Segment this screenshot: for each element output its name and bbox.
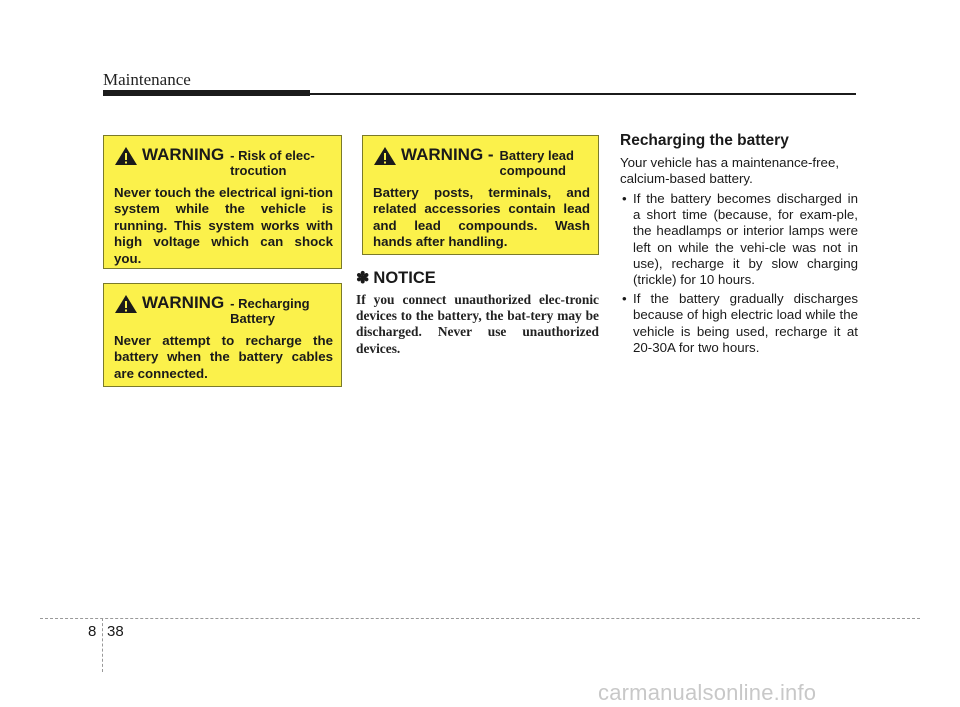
bullet-text: If the battery gradually discharges because of high electric load while the vehicle is being used, recharge it at 20-30A for two hours. [633, 291, 858, 355]
warning-header [114, 146, 333, 178]
list-item [620, 291, 858, 356]
recharging-bullets [620, 191, 858, 359]
bullet-icon: • [622, 191, 627, 206]
section-title: Maintenance [103, 70, 191, 89]
bullet-text: If the battery becomes discharged in a short time (because, for exam-ple, the headlamps or interior lamps were left on while the vehi-cle was not in use), recharge it by slow charging (trickle) for 10 hours. [633, 191, 858, 288]
warning-body: Never attempt to recharge the battery when the battery cables are connected. [114, 333, 333, 381]
notice-body: If you connect unauthorized elec-tronic devices to the battery, the bat-tery may be discharged. Never use unauthorized devices. [356, 292, 599, 356]
watermark-text: carmanualsonline.info [598, 680, 817, 705]
page-number: 38 [107, 623, 124, 640]
warning-box-electrocution [103, 135, 342, 269]
list-item [620, 191, 858, 288]
bullet-icon: • [622, 291, 627, 307]
notice-title: NOTICE [373, 268, 436, 287]
chapter-number: 8 [88, 623, 97, 640]
warning-body: Never touch the electrical igni-tion system while the vehicle is running. This system works with high voltage which can shock you. [114, 185, 333, 266]
warning-header [114, 294, 333, 326]
warning-box-lead-compound [362, 135, 599, 255]
notice-asterisk-icon: ✽ [356, 270, 370, 287]
recharging-title: Recharging the battery [620, 132, 789, 149]
warning-subtitle: - Risk of elec- trocution [230, 148, 315, 178]
warning-box-recharging [103, 283, 342, 387]
warning-label: WARNING [142, 293, 225, 312]
warning-triangle-icon [373, 146, 397, 166]
warning-body: Battery posts, terminals, and related accessories contain lead and lead compounds. Wash hands after handling. [373, 185, 590, 250]
warning-triangle-icon [114, 146, 138, 166]
warning-label: WARNING [142, 145, 225, 164]
recharging-intro: Your vehicle has a maintenance-free, calcium-based battery. [620, 155, 840, 187]
warning-subtitle: Battery lead compound [499, 148, 574, 178]
notice-heading [356, 268, 436, 288]
warning-subtitle: - Recharging Battery [230, 296, 310, 326]
footer-rule [40, 618, 920, 619]
warning-header [373, 146, 590, 178]
footer-divider [102, 618, 103, 672]
header-rule-accent [103, 90, 310, 96]
warning-triangle-icon [114, 294, 138, 314]
warning-label: WARNING - [401, 145, 494, 164]
